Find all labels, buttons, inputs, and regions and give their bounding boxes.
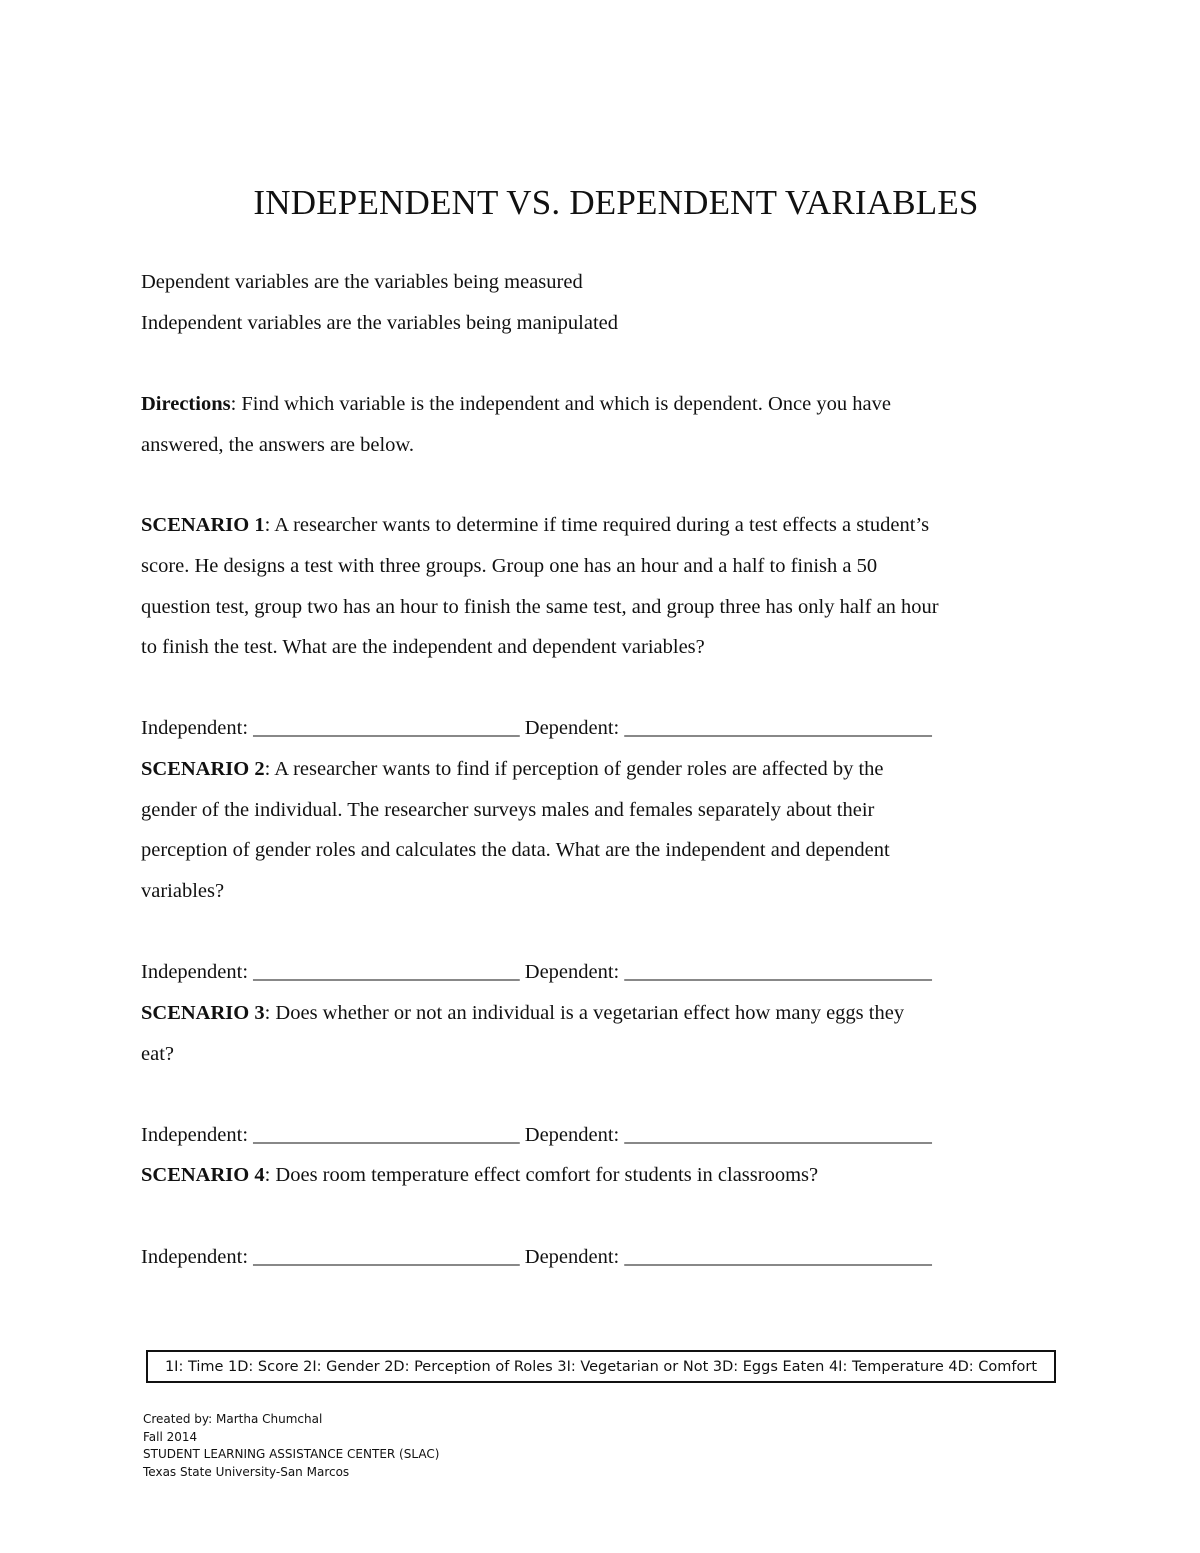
directions-line-2: answered, the answers are below.: [141, 434, 415, 456]
footer-center: STUDENT LEARNING ASSISTANCE CENTER (SLAC): [143, 1447, 440, 1461]
scenario-2-text-1: : A researcher wants to find if perception of gender roles are affected by the: [264, 758, 884, 780]
scenario-1-line-2: score. He designs a test with three groups. Group one has an hour and a half to finish a 50: [141, 555, 878, 577]
footer-created-by: Created by: Martha Chumchal: [143, 1412, 323, 1426]
footer: [143, 1411, 439, 1481]
scenario-2-line-4: variables?: [141, 880, 225, 902]
page-title: INDEPENDENT VS. DEPENDENT VARIABLES: [253, 183, 979, 222]
scenario-3-line-2: eat?: [141, 1043, 174, 1065]
directions-label: Directions: [141, 393, 231, 415]
scenario-3-label: SCENARIO 3: [141, 1002, 265, 1024]
scenario-3-answer-line: Independent: __________________________ Dependent: ______________________________: [141, 1124, 932, 1146]
scenario-4-label: SCENARIO 4: [141, 1164, 265, 1186]
footer-university: Texas State University-San Marcos: [143, 1464, 350, 1479]
scenario-2-line-2: gender of the individual. The researcher surveys males and females separately about their: [141, 799, 875, 821]
scenario-1-text-1: : A researcher wants to determine if time required during a test effects a student’s: [264, 514, 930, 536]
directions-line-1: [141, 392, 891, 416]
scenario-4-line-1: [141, 1163, 818, 1187]
footer-term: Fall 2014: [143, 1429, 198, 1444]
scenario-2-label: SCENARIO 2: [141, 758, 265, 780]
scenario-4-text-1: : Does room temperature effect comfort for students in classrooms?: [264, 1164, 819, 1186]
scenario-1-line-3: question test, group two has an hour to finish the same test, and group three has only half an hour: [141, 596, 939, 618]
scenario-1-line-1: [141, 513, 929, 537]
scenario-2-answer-line: Independent: __________________________ Dependent: ______________________________: [141, 961, 932, 983]
scenario-1-answer-line: Independent: __________________________ Dependent: ______________________________: [141, 717, 932, 739]
scenario-2-line-3: perception of gender roles and calculates the data. What are the independent and dependent: [141, 839, 890, 861]
directions-text-1: : Find which variable is the independent and which is dependent. Once you have: [230, 393, 891, 415]
scenario-2-line-1: [141, 757, 884, 781]
scenario-3-text-1: : Does whether or not an individual is a vegetarian effect how many eggs they: [264, 1002, 905, 1024]
scenario-4-answer-line: Independent: __________________________ Dependent: ______________________________: [141, 1246, 932, 1268]
independent-definition: Independent variables are the variables being manipulated: [141, 312, 618, 334]
dependent-definition: Dependent variables are the variables being measured: [141, 271, 583, 293]
scenario-1-label: SCENARIO 1: [141, 514, 265, 536]
answer-key-text: 1I: Time 1D: Score 2I: Gender 2D: Perception of Roles 3I: Vegetarian or Not 3D: Eggs Eaten 4I: Temperature 4D: Comfort: [164, 1358, 1038, 1375]
scenario-3-line-1: [141, 1001, 904, 1025]
scenario-1-line-4: to finish the test. What are the independent and dependent variables?: [141, 636, 705, 658]
answer-key-box: [146, 1350, 1056, 1383]
